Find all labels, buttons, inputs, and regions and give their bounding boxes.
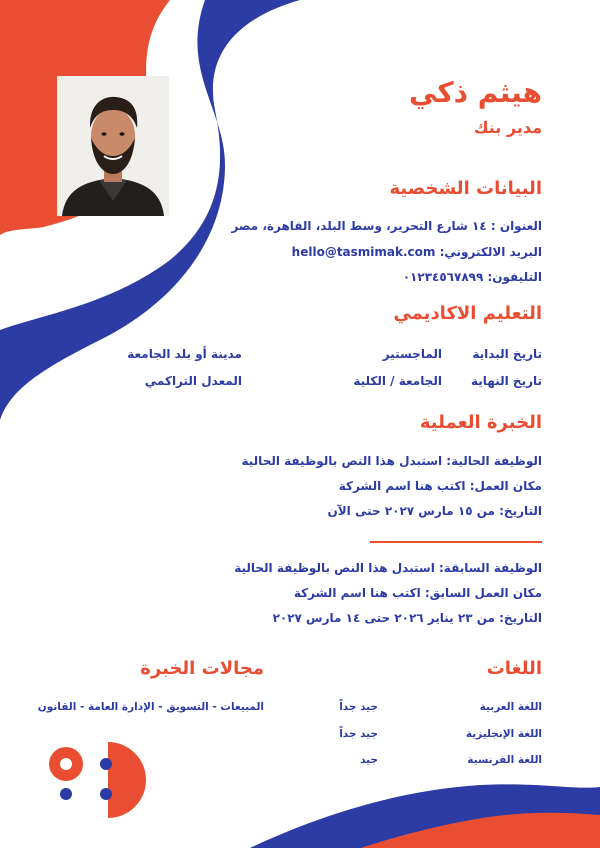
job-title: مدير بنك: [473, 118, 542, 137]
person-photo-icon: [57, 76, 169, 216]
email-line: البريد الالكتروني: hello@tasmimak.com: [291, 245, 542, 259]
person-name: هيثم ذكي: [409, 76, 542, 109]
education-start-label: تاريخ البداية: [472, 347, 542, 361]
language-name: اللغة الفرنسية: [467, 754, 542, 766]
previous-place-line: مكان العمل السابق: اكتب هنا اسم الشركة: [293, 586, 542, 600]
language-name: اللغة العربية: [479, 701, 542, 713]
deco-half-circle-orange: [108, 742, 146, 818]
language-level: جيد: [360, 754, 378, 766]
expertise-section-title: مجالات الخبرة: [140, 658, 264, 679]
education-end-label: تاريخ النهاية: [471, 374, 542, 388]
expertise-text: المبيعات - التسويق - الإدارة العامة - القانون: [37, 701, 264, 713]
experience-divider: [370, 541, 542, 543]
deco-circle-white: [60, 758, 72, 770]
phone-line: التليفون: ٠١٢٣٤٥٦٧٨٩٩: [402, 270, 542, 284]
education-gpa: المعدل التراكمي: [144, 374, 242, 388]
personal-section-title: البيانات الشخصية: [389, 178, 542, 199]
previous-date-line: التاريخ: من ٢٣ يناير ٢٠٢٦ حتى ١٤ مارس ٢٠٢٧: [272, 611, 542, 625]
current-job-line: الوظيفة الحالية: استبدل هذا النص بالوظيفة الحالية: [241, 454, 542, 468]
education-university: الجامعة / الكلية: [353, 374, 442, 388]
profile-photo: [57, 76, 169, 216]
education-section-title: التعليم الاكاديمي: [393, 303, 542, 324]
current-date-line: التاريخ: من ١٥ مارس ٢٠٢٧ حتى الآن: [327, 504, 542, 518]
education-degree: الماجستير: [382, 347, 442, 361]
experience-section-title: الخبرة العملية: [419, 412, 542, 433]
education-city: مدينة أو بلد الجامعة: [127, 347, 242, 361]
language-level: جيد جداً: [339, 728, 378, 740]
previous-job-line: الوظيفة السابقة: استبدل هذا النص بالوظيفة الحالية: [234, 561, 542, 575]
address-line: العنوان : ١٤ شارع التحرير، وسط البلد، القاهرة، مصر: [231, 219, 542, 233]
languages-section-title: اللغات: [486, 658, 542, 679]
language-name: اللغة الإنجليزية: [465, 728, 542, 740]
current-place-line: مكان العمل: اكتب هنا اسم الشركة: [338, 479, 542, 493]
deco-dot-blue-3: [100, 788, 112, 800]
deco-dot-blue-2: [100, 758, 112, 770]
deco-dot-blue: [60, 788, 72, 800]
language-level: جيد جداً: [339, 701, 378, 713]
